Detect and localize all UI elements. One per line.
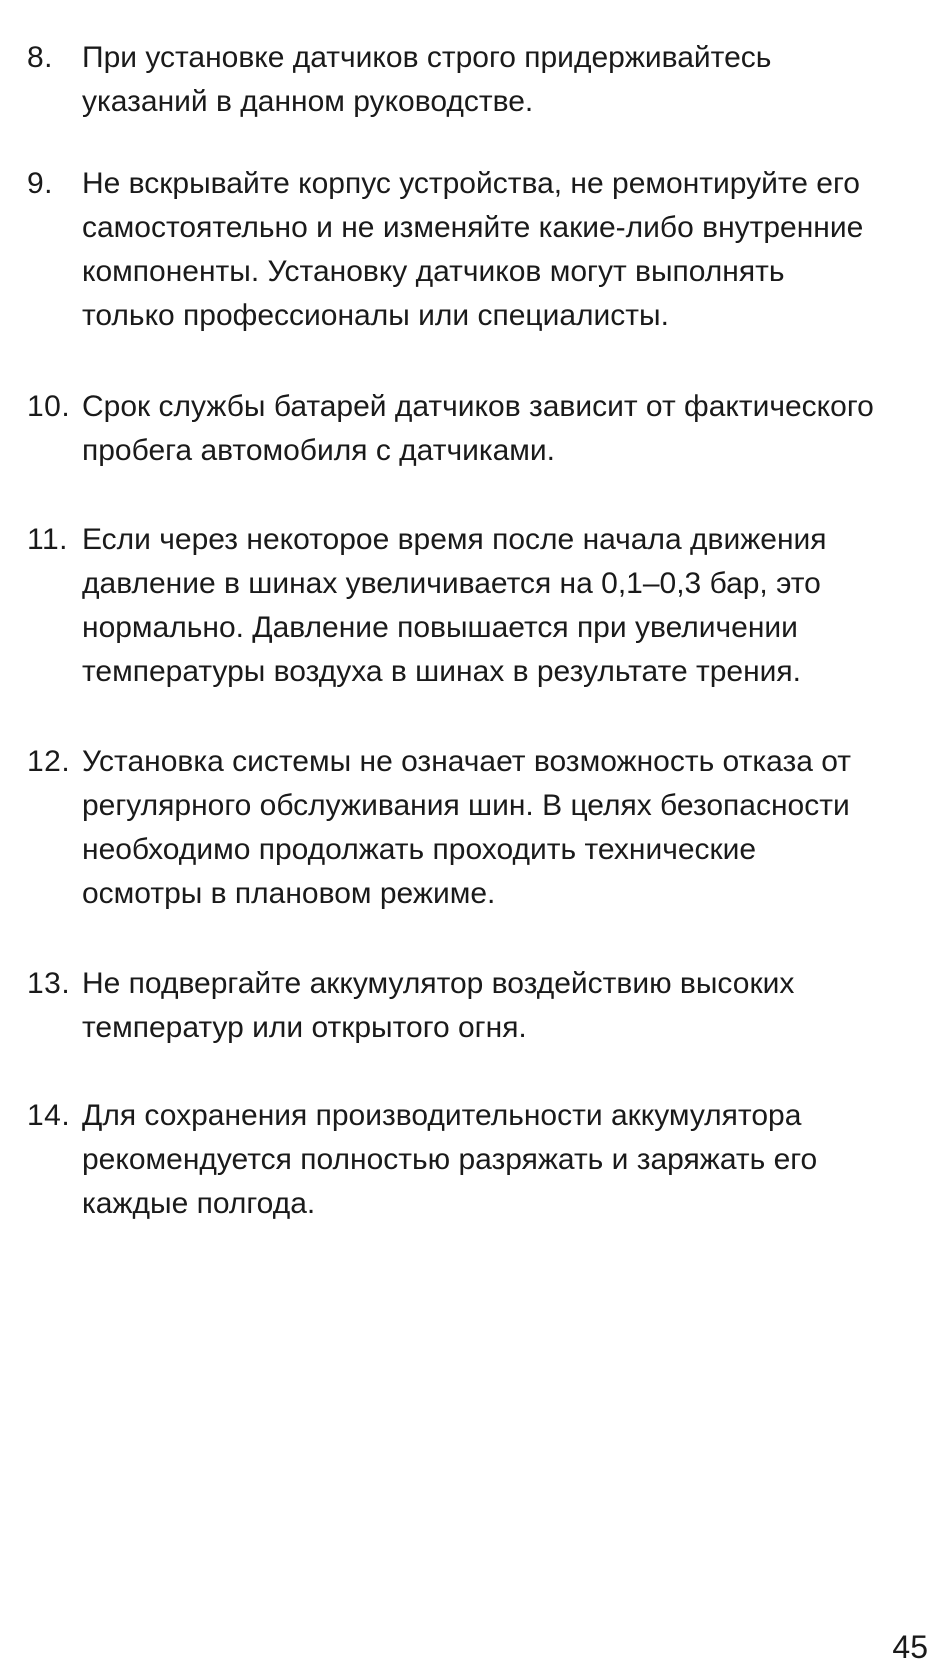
item-text-line: каждые полгода. xyxy=(82,1187,316,1220)
item-text-line: рекомендуется полностью разряжать и заряжать его xyxy=(82,1143,818,1176)
item-text-line: нормально. Давление повышается при увеличении xyxy=(82,611,798,644)
item-text-line: Установка системы не означает возможность отказа от xyxy=(82,745,851,778)
item-text-line: При установке датчиков строго придерживайтесь xyxy=(82,41,772,74)
item-text-line: пробега автомобиля с датчиками. xyxy=(82,434,556,467)
item-text-line: Для сохранения производительности аккумулятора xyxy=(82,1099,802,1132)
item-number: 10. xyxy=(27,390,71,423)
item-text-line: компоненты. Установку датчиков могут выполнять xyxy=(82,255,785,288)
item-number: 9. xyxy=(27,167,54,200)
item-text xyxy=(82,518,942,694)
item-text-line: Если через некоторое время после начала движения xyxy=(82,523,827,556)
item-text xyxy=(82,740,942,916)
item-text xyxy=(82,962,942,1050)
item-text-line: осмотры в плановом режиме. xyxy=(82,877,496,910)
item-text xyxy=(82,1094,942,1226)
item-text-line: Не вскрывайте корпус устройства, не ремонтируйте его xyxy=(82,167,860,200)
item-text-line: давление в шинах увеличивается на 0,1–0,3 бар, это xyxy=(82,567,821,600)
item-number: 11. xyxy=(27,523,68,556)
item-text-line: Срок службы батарей датчиков зависит от фактического xyxy=(82,390,874,423)
item-text-line: указаний в данном руководстве. xyxy=(82,85,534,118)
item-text xyxy=(82,36,942,124)
item-number: 12. xyxy=(27,745,71,778)
item-text-line: температур или открытого огня. xyxy=(82,1011,527,1044)
item-number: 14. xyxy=(27,1099,71,1132)
item-number: 8. xyxy=(27,41,54,74)
item-text xyxy=(82,162,942,338)
item-text xyxy=(82,385,942,473)
item-text-line: самостоятельно и не изменяйте какие-либо внутренние xyxy=(82,211,864,244)
item-text-line: только профессионалы или специалисты. xyxy=(82,299,669,332)
item-number: 13. xyxy=(27,967,71,1000)
item-text-line: регулярного обслуживания шин. В целях безопасности xyxy=(82,789,850,822)
page-number: 45 xyxy=(892,1629,928,1665)
item-text-line: Не подвергайте аккумулятор воздействию высоких xyxy=(82,967,795,1000)
item-text-line: необходимо продолжать проходить технические xyxy=(82,833,757,866)
item-text-line: температуры воздуха в шинах в результате трения. xyxy=(82,655,801,688)
